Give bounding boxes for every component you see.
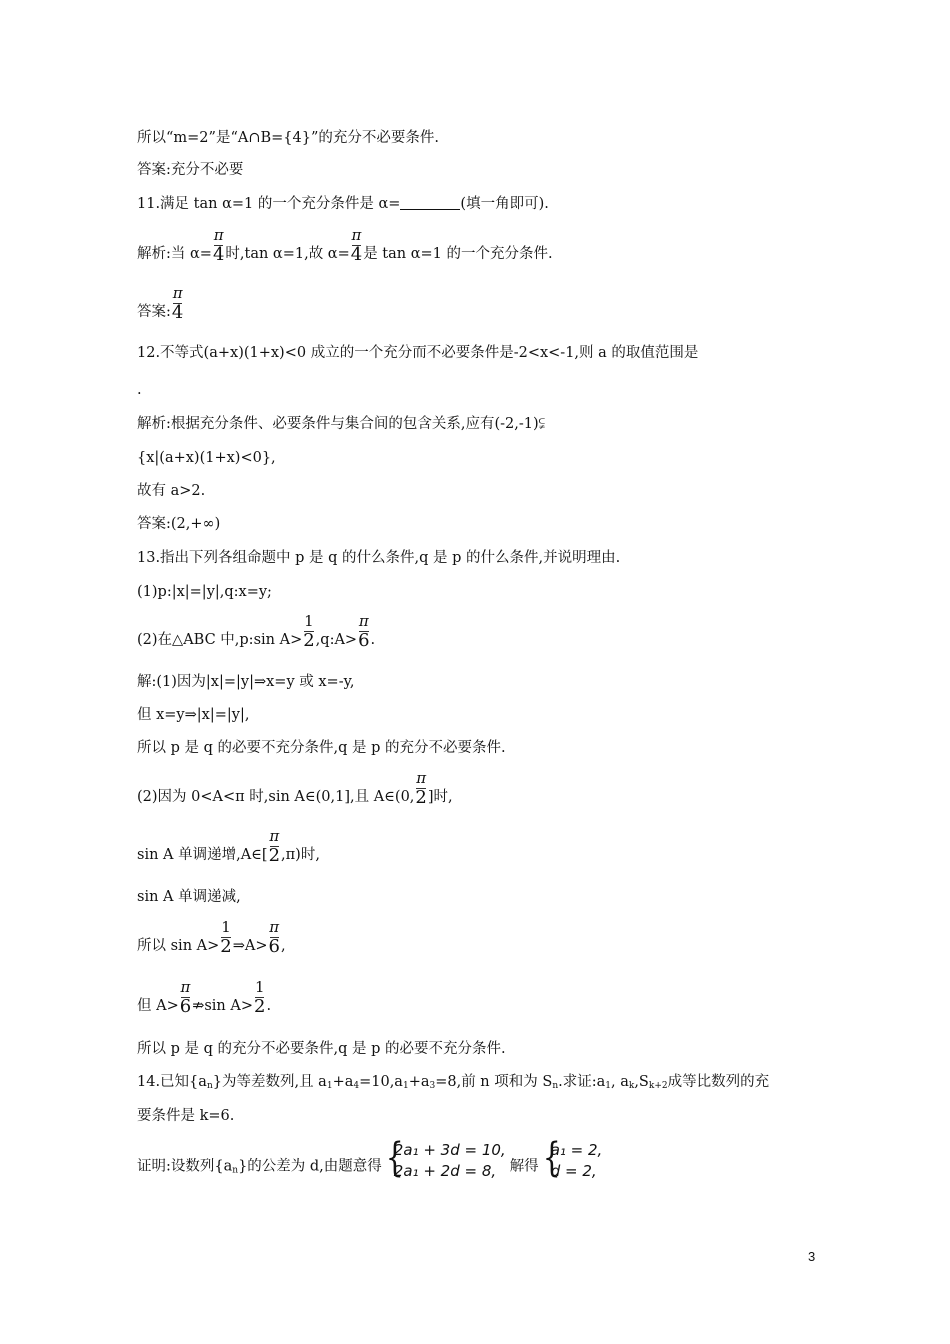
line-solution-1: 解:(1)因为|x|=|y|⇒x=y 或 x=-y, [137, 674, 355, 690]
increasing-b: ,π)时, [281, 847, 320, 863]
line-answer-11 [137, 284, 184, 322]
fraction-pi-over-6: $\frac{\pi}{6}$ [179, 978, 192, 1017]
line-so-implies [137, 918, 286, 956]
line-q14-cont: 要条件是 k=6. [137, 1108, 235, 1124]
q14-e: +a [408, 1074, 430, 1090]
analysis-11-a: 解析:当 α= [137, 246, 212, 262]
line-decreasing: sin A 单调递减, [137, 889, 241, 905]
q14-sub: 4 [353, 1081, 360, 1091]
solution-2-a: (2)因为 0<A<π 时,sin A∈(0,1],且 A∈(0, [137, 789, 415, 805]
line-but-1: 但 x=y⇒|x|=|y|, [137, 707, 250, 723]
proof-b: }的公差为 d,由题意得 [238, 1158, 382, 1175]
proof-sub: n [232, 1165, 239, 1176]
line-q12-end: . [137, 382, 142, 398]
line-answer-10: 答案:充分不必要 [137, 162, 244, 178]
proof-c: 解得 [509, 1158, 539, 1175]
line-q13: 13.指出下列各组命题中 p 是 q 的什么条件,q 是 p 的什么条件,并说明理由. [137, 550, 621, 566]
q13-2-b: ,q:A> [315, 632, 358, 648]
q13-2-c: . [370, 632, 376, 648]
q14-g: .求证:a [558, 1074, 606, 1090]
so-implies-c: , [280, 938, 286, 954]
q14-b: }为等差数列,且 a [212, 1074, 327, 1090]
but-a: 但 A> [137, 998, 179, 1014]
fraction-pi-over-4: $\frac{\pi}{4}$ [212, 226, 225, 265]
q13-2-a: (2)在△ABC 中,p:sin A> [137, 632, 303, 648]
line-q12: 12.不等式(a+x)(1+x)<0 成立的一个充分而不必要条件是-2<x<-1,则 a 的取值范围是 [137, 345, 699, 361]
fraction-pi-over-2: $\frac{\pi}{2}$ [268, 827, 281, 866]
fraction-pi-over-6: $\frac{\pi}{6}$ [268, 918, 280, 957]
line-analysis-12: 解析:根据充分条件、必要条件与集合间的包含关系,应有(-2,-1)⫋ [137, 416, 546, 432]
so-implies-b: ⇒A> [232, 938, 268, 954]
q14-d: =10,a [359, 1074, 403, 1090]
fraction-pi-over-2: $\frac{\pi}{2}$ [415, 769, 427, 808]
q14-f: =8,前 n 项和为 S [435, 1074, 553, 1090]
but-b: ⇏sin A> [192, 998, 253, 1014]
fraction-pi-over-6: $\frac{\pi}{6}$ [358, 612, 370, 651]
answer-blank [400, 195, 460, 210]
q11-tail: (填一角即可). [460, 196, 549, 212]
q14-sub: 1 [605, 1081, 611, 1091]
q14-h: , a [610, 1074, 629, 1090]
equation-system-1: { 2a₁ + 3d = 10, 2a₁ + 2d = 8, [385, 1135, 506, 1181]
line-conclusion-m2: 所以“m=2”是“A∩B={4}”的充分不必要条件. [137, 130, 439, 146]
solution-2-b: ]时, [427, 789, 453, 805]
proof-a: 证明:设数列{a [137, 1158, 233, 1175]
page-number: 3 [808, 1249, 816, 1264]
line-q11 [137, 194, 549, 214]
line-proof [137, 1135, 603, 1193]
line-q13-2 [137, 612, 375, 650]
line-answer-12: 答案:(2,+∞) [137, 516, 221, 532]
line-conclusion-1: 所以 p 是 q 的必要不充分条件,q 是 p 的充分不必要条件. [137, 740, 506, 756]
fraction-one-half: $\frac{1}{2}$ [253, 978, 266, 1017]
line-a-gt-2: 故有 a>2. [137, 483, 206, 499]
line-set: {x|(a+x)(1+x)<0}, [137, 450, 276, 466]
equation-system-2: { a₁ = 2, d = 2, [542, 1135, 603, 1181]
line-analysis-11 [137, 226, 553, 264]
fraction-pi-over-4: $\frac{\pi}{4}$ [350, 226, 363, 265]
q14-i: ,S [634, 1074, 649, 1090]
q14-sub: n [552, 1081, 559, 1091]
q14-a: 14.已知{a [137, 1074, 207, 1090]
fraction-one-half: $\frac{1}{2}$ [220, 918, 232, 957]
increasing-a: sin A 单调递增,A∈[ [137, 847, 268, 863]
analysis-11-b: 时,tan α=1,故 α= [225, 246, 350, 262]
q14-sub: k+2 [648, 1081, 668, 1091]
analysis-11-c: 是 tan α=1 的一个充分条件. [363, 246, 553, 262]
line-q14 [137, 1072, 769, 1096]
q14-j: 成等比数列的充 [667, 1074, 770, 1090]
q14-sub: k [628, 1081, 635, 1091]
q11-text: 11.满足 tan α=1 的一个充分条件是 α= [137, 196, 401, 212]
line-conclusion-2: 所以 p 是 q 的充分不必要条件,q 是 p 的必要不充分条件. [137, 1041, 506, 1057]
q14-sub: 1 [402, 1081, 409, 1091]
q14-c: +a [332, 1074, 354, 1090]
q14-sub: 1 [326, 1081, 333, 1091]
line-but-not-implies [137, 978, 271, 1016]
but-c: . [266, 998, 272, 1014]
q14-sub: n [206, 1081, 213, 1091]
answer-11-label: 答案: [137, 304, 171, 320]
so-implies-a: 所以 sin A> [137, 938, 220, 954]
line-increasing [137, 827, 320, 865]
line-q13-1: (1)p:|x|=|y|,q:x=y; [137, 584, 272, 600]
line-solution-2 [137, 769, 453, 807]
fraction-pi-over-4: $\frac{\pi}{4}$ [171, 284, 184, 323]
fraction-one-half: $\frac{1}{2}$ [303, 612, 315, 651]
q14-sub: 3 [429, 1081, 436, 1091]
